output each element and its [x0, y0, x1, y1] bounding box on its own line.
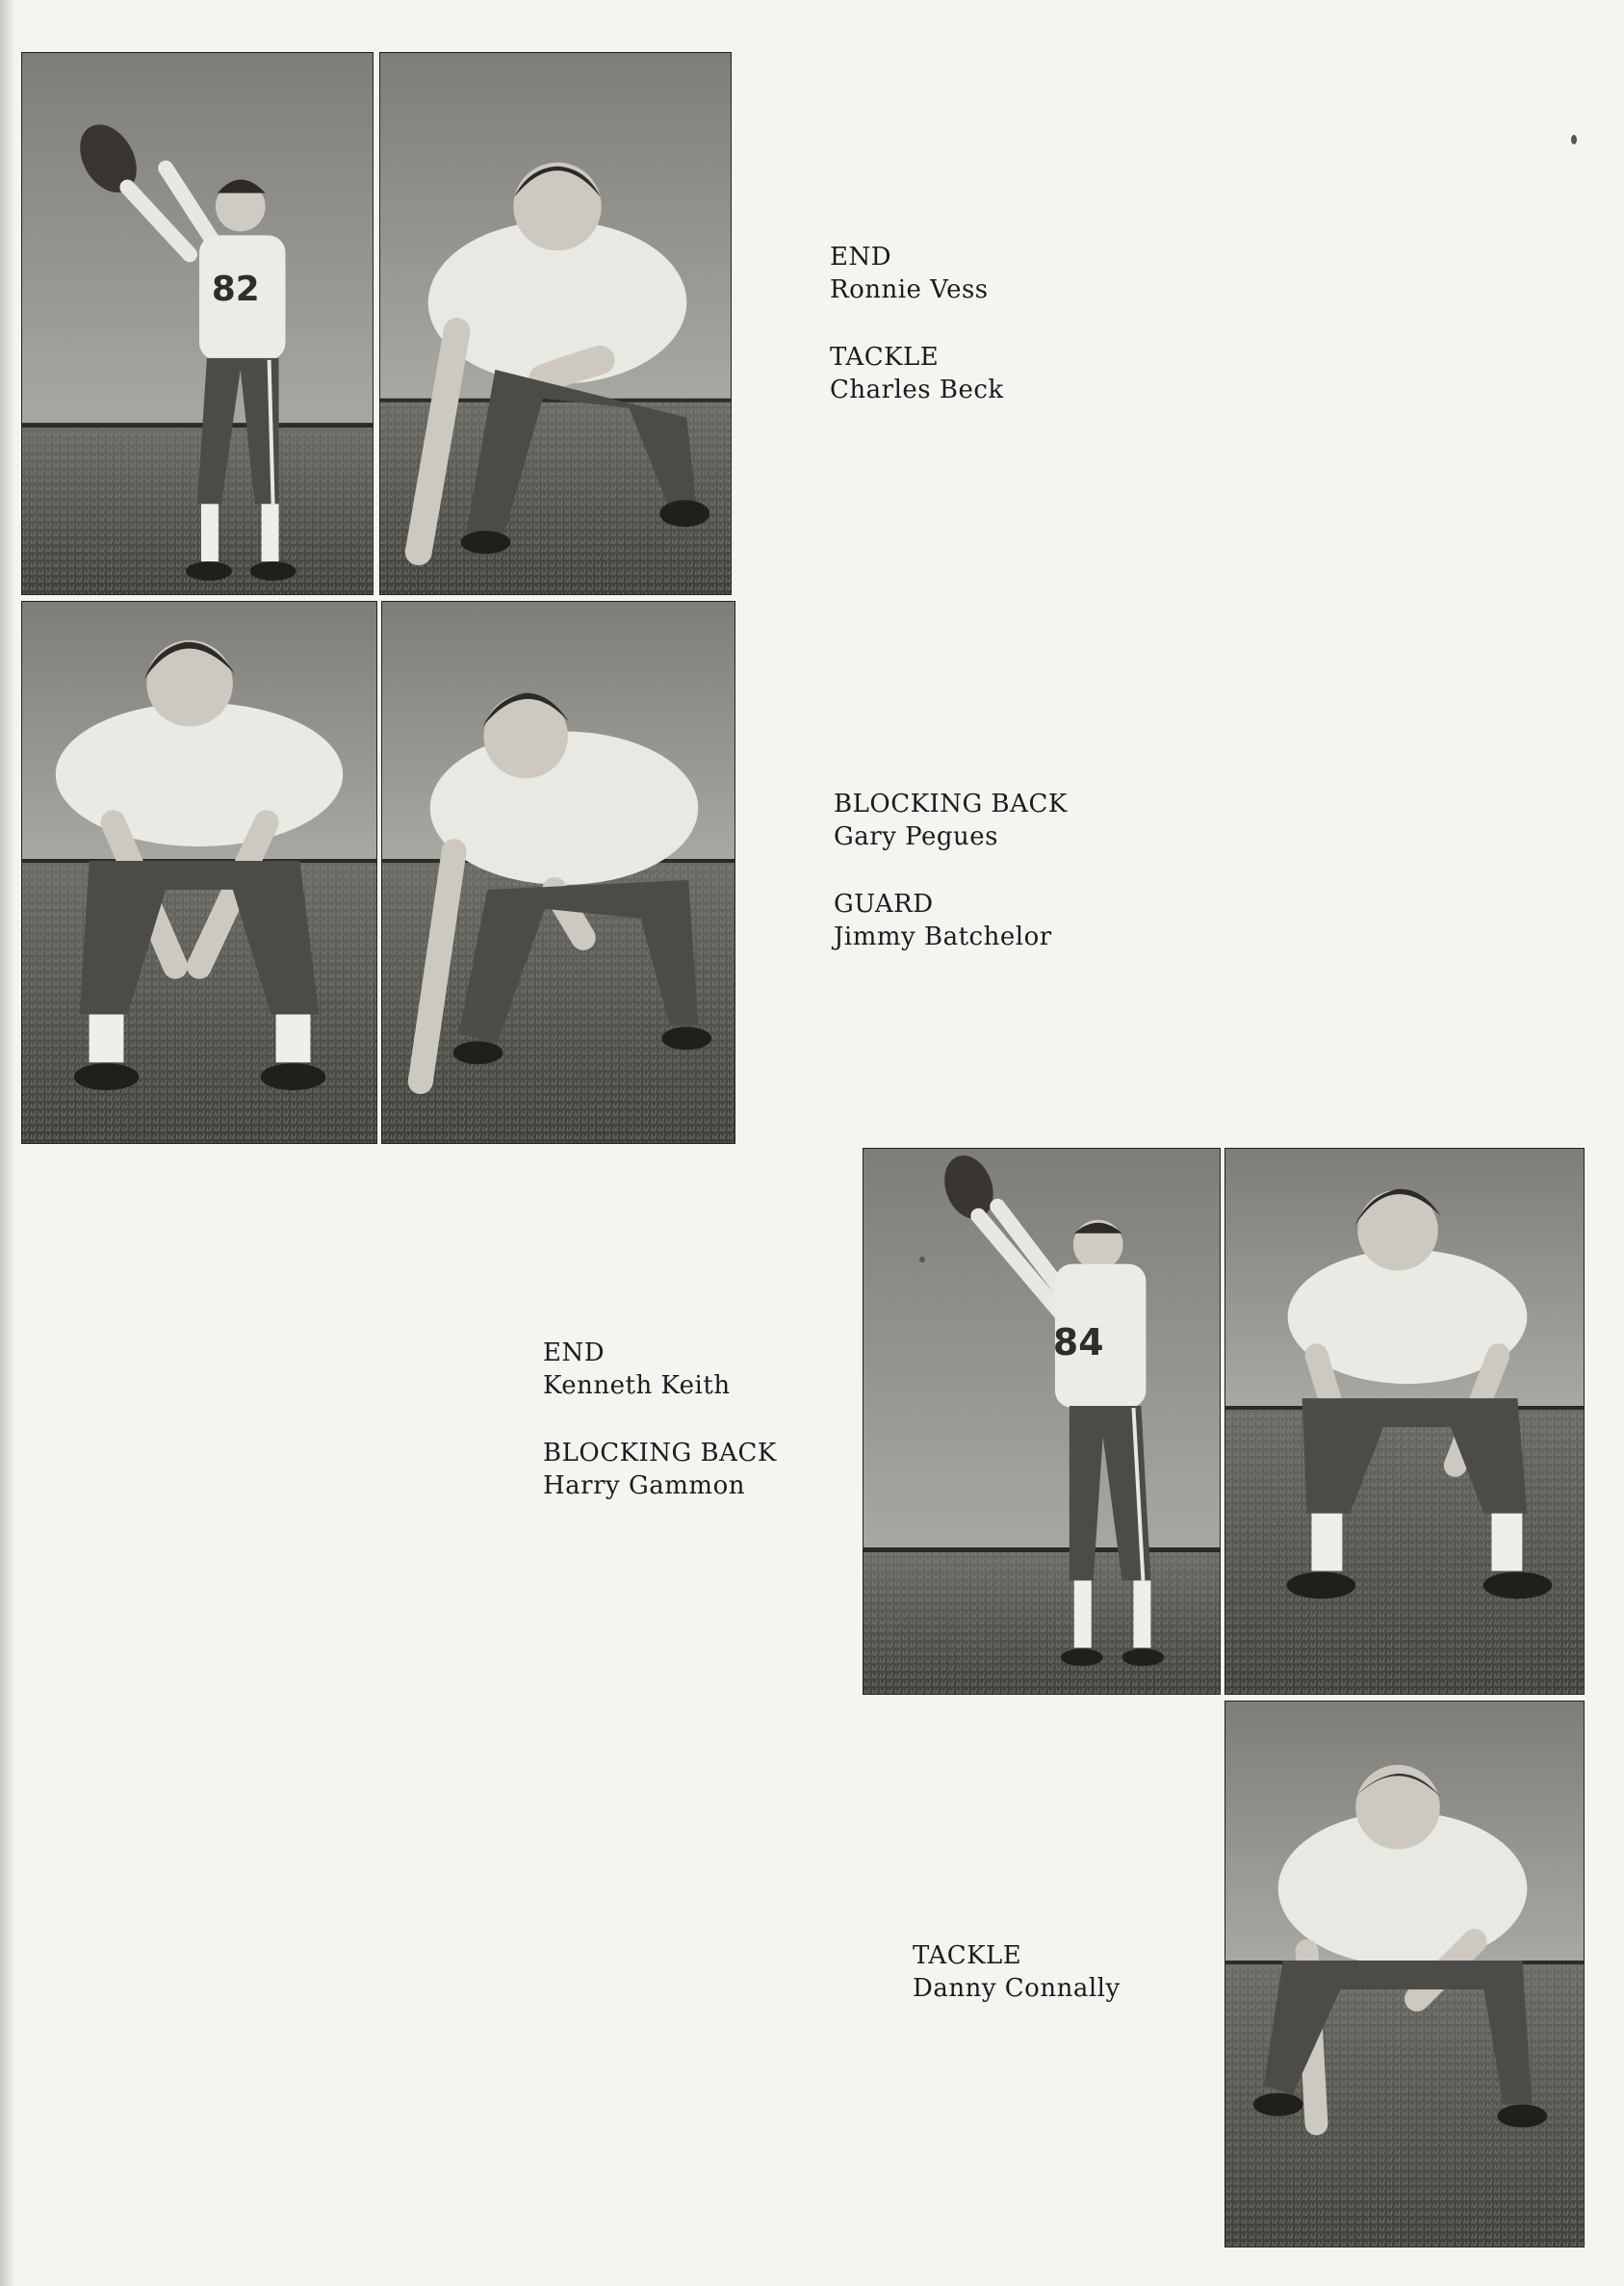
player-name: Harry Gammon	[543, 1471, 745, 1500]
player-name: Ronnie Vess	[830, 275, 989, 304]
position-label: END	[830, 243, 892, 272]
caption-group-1	[830, 241, 1004, 406]
photo-ronnie-vess	[21, 52, 374, 595]
photo-kenneth-keith	[863, 1148, 1221, 1695]
player-name: Jimmy Batchelor	[834, 922, 1052, 951]
photo-charles-beck	[379, 52, 732, 595]
jersey-number-84: 84	[1052, 1321, 1104, 1364]
position-label: END	[543, 1338, 606, 1367]
position-label: GUARD	[834, 890, 934, 919]
photo-jimmy-batchelor	[381, 601, 735, 1144]
caption-group-4	[913, 1939, 1121, 2005]
photo-gary-pegues	[21, 601, 377, 1144]
caption-group-2	[834, 788, 1068, 953]
photo-harry-gammon	[1224, 1148, 1585, 1695]
jersey-number-82: 82	[211, 270, 260, 310]
player-name: Gary Pegues	[834, 822, 998, 851]
print-speck	[1571, 135, 1577, 144]
player-name: Danny Connally	[913, 1974, 1121, 2003]
position-label: BLOCKING BACK	[834, 790, 1068, 818]
caption-group-3	[543, 1337, 777, 1502]
print-speck	[919, 1257, 925, 1262]
photo-danny-connally	[1224, 1701, 1585, 2247]
player-name: Kenneth Keith	[543, 1371, 731, 1400]
player-name: Charles Beck	[830, 376, 1004, 404]
position-label: BLOCKING BACK	[543, 1439, 777, 1468]
page-binding-edge	[0, 0, 13, 2286]
position-label: TACKLE	[830, 343, 940, 372]
position-label: TACKLE	[913, 1941, 1022, 1970]
